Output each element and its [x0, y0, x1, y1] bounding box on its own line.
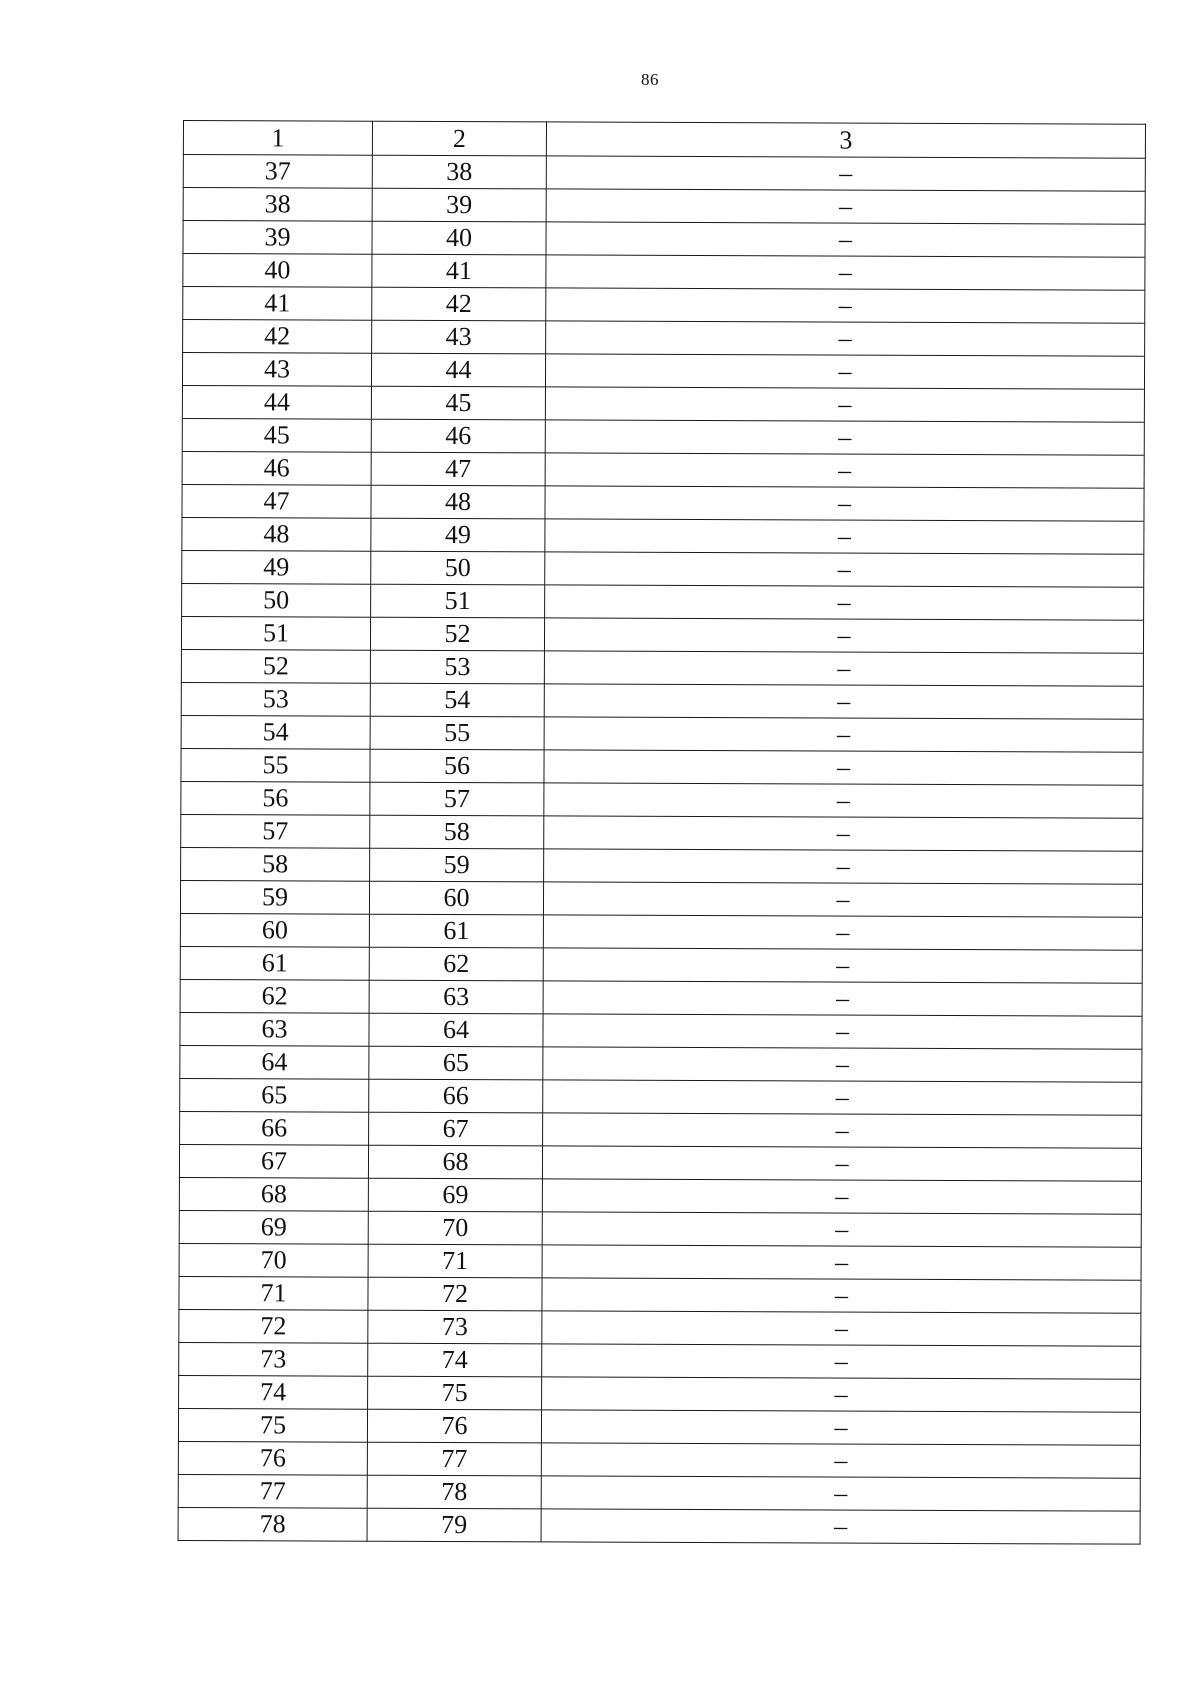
table-cell-col-1: 72 [179, 1309, 368, 1343]
table-cell-col-3: – [543, 1014, 1142, 1049]
table-cell-col-2: 72 [368, 1277, 542, 1311]
table-cell-col-1: 46 [182, 451, 371, 485]
table-cell-col-3: – [545, 453, 1144, 488]
table-cell-col-1: 43 [182, 353, 371, 387]
table-cell-col-3: – [545, 354, 1144, 389]
table-row [181, 748, 1143, 785]
table-cell-col-1: 38 [183, 188, 372, 222]
table-cell-col-2: 46 [371, 419, 545, 453]
table-cell-col-2: 48 [371, 485, 545, 519]
table-cell-col-3: – [545, 519, 1144, 554]
table-row [182, 385, 1144, 422]
table-cell-col-1: 41 [183, 287, 372, 321]
table-cell-col-1: 64 [180, 1045, 369, 1079]
table-row [182, 418, 1144, 455]
table-cell-col-1: 75 [178, 1408, 367, 1442]
table-cell-col-2: 66 [369, 1079, 543, 1113]
table-cell-col-1: 53 [181, 682, 370, 716]
table-cell-col-3: – [546, 189, 1145, 224]
table-header-row [183, 121, 1145, 159]
table-cell-col-2: 56 [370, 749, 544, 783]
table-row [182, 484, 1144, 521]
table-cell-col-1: 61 [180, 946, 369, 980]
table-row [183, 155, 1145, 192]
table-cell-col-3: – [543, 1080, 1142, 1115]
table-cell-col-3: – [546, 222, 1145, 257]
table-cell-col-2: 75 [368, 1376, 542, 1410]
table-cell-col-2: 54 [370, 683, 544, 717]
header-cell-col-1: 1 [183, 121, 372, 156]
table-cell-col-3: – [544, 849, 1143, 884]
table-cell-col-1: 63 [180, 1012, 369, 1046]
table-cell-col-2: 57 [370, 782, 544, 816]
table-cell-col-2: 70 [368, 1211, 542, 1245]
table-cell-col-2: 55 [370, 716, 544, 750]
table-row [180, 1045, 1142, 1082]
table-cell-col-3: – [546, 288, 1145, 323]
table-row [178, 1507, 1140, 1544]
table-cell-col-1: 65 [180, 1078, 369, 1112]
table-cell-col-2: 77 [367, 1442, 541, 1476]
table-row [182, 583, 1144, 620]
table-cell-col-3: – [545, 387, 1144, 422]
table-cell-col-2: 76 [367, 1409, 541, 1443]
table-row [180, 979, 1142, 1016]
table-row [183, 320, 1145, 357]
table-cell-col-2: 51 [371, 584, 545, 618]
table-row [178, 1441, 1140, 1478]
table-row [182, 451, 1144, 488]
table-row [180, 946, 1142, 983]
table-row [183, 254, 1145, 291]
page-number: 86 [641, 70, 659, 89]
table-cell-col-2: 64 [369, 1013, 543, 1047]
table-cell-col-1: 78 [178, 1507, 367, 1541]
table-row [181, 649, 1143, 686]
table-cell-col-1: 49 [182, 550, 371, 584]
table-cell-col-1: 68 [179, 1177, 368, 1211]
table-cell-col-3: – [543, 1047, 1142, 1082]
table-cell-col-1: 51 [181, 616, 370, 650]
table-cell-col-2: 41 [372, 254, 546, 288]
table-cell-col-1: 44 [182, 385, 371, 419]
table-row [179, 1309, 1141, 1346]
table-cell-col-2: 53 [370, 650, 544, 684]
table-cell-col-3: – [546, 321, 1145, 356]
table-cell-col-3: – [542, 1245, 1141, 1280]
table-cell-col-1: 57 [181, 814, 370, 848]
data-table [178, 120, 1146, 1545]
table-cell-col-2: 65 [369, 1046, 543, 1080]
table-cell-col-3: – [542, 1311, 1141, 1346]
table-row [178, 1408, 1140, 1445]
table-cell-col-2: 40 [372, 221, 546, 255]
table-cell-col-3: – [543, 948, 1142, 983]
table-cell-col-1: 37 [183, 155, 372, 189]
table-cell-col-3: – [541, 1443, 1140, 1478]
table-cell-col-2: 38 [372, 155, 546, 189]
table-cell-col-1: 40 [183, 254, 372, 288]
table-cell-col-3: – [541, 1509, 1140, 1544]
table-cell-col-3: – [544, 750, 1143, 785]
table-cell-col-1: 55 [181, 748, 370, 782]
table-cell-col-1: 70 [179, 1243, 368, 1277]
table-cell-col-2: 42 [372, 287, 546, 321]
table-cell-col-2: 78 [367, 1475, 541, 1509]
table-row [181, 847, 1143, 884]
table-cell-col-2: 69 [368, 1178, 542, 1212]
table-row [179, 1342, 1141, 1379]
table-cell-col-1: 67 [179, 1144, 368, 1178]
table-cell-col-1: 73 [179, 1342, 368, 1376]
table-cell-col-3: – [544, 684, 1143, 719]
table-body [178, 121, 1145, 1545]
table-cell-col-3: – [543, 882, 1142, 917]
table-row [182, 353, 1144, 390]
table-cell-col-1: 62 [180, 979, 369, 1013]
table-cell-col-1: 45 [182, 418, 371, 452]
table-cell-col-1: 59 [180, 880, 369, 914]
table-cell-col-3: – [544, 717, 1143, 752]
table-cell-col-3: – [545, 552, 1144, 587]
table-cell-col-1: 54 [181, 715, 370, 749]
table-row [180, 1012, 1142, 1049]
table-cell-col-3: – [545, 585, 1144, 620]
table-cell-col-1: 77 [178, 1474, 367, 1508]
table-row [179, 1177, 1141, 1214]
table-cell-col-3: – [542, 1278, 1141, 1313]
table-cell-col-3: – [545, 420, 1144, 455]
table-cell-col-3: – [541, 1410, 1140, 1445]
table-cell-col-3: – [546, 156, 1145, 191]
table-cell-col-1: 39 [183, 221, 372, 255]
table-cell-col-1: 60 [180, 913, 369, 947]
table-row [179, 1243, 1141, 1280]
header-cell-col-2: 2 [372, 121, 546, 156]
table-cell-col-3: – [546, 255, 1145, 290]
table-cell-col-3: – [542, 1179, 1141, 1214]
table-cell-col-3: – [544, 651, 1143, 686]
table-cell-col-1: 50 [182, 583, 371, 617]
table-cell-col-3: – [543, 981, 1142, 1016]
table-row [179, 1210, 1141, 1247]
table-cell-col-1: 56 [181, 781, 370, 815]
table-row [181, 682, 1143, 719]
table-row [180, 1111, 1142, 1148]
table-cell-col-3: – [542, 1212, 1141, 1247]
table-cell-col-2: 44 [371, 353, 545, 387]
table-cell-col-2: 63 [369, 980, 543, 1014]
table-row [182, 517, 1144, 554]
table-cell-col-3: – [544, 816, 1143, 851]
table-cell-col-1: 71 [179, 1276, 368, 1310]
table-cell-col-3: – [542, 1344, 1141, 1379]
table-cell-col-2: 58 [370, 815, 544, 849]
table-cell-col-2: 59 [370, 848, 544, 882]
table-cell-col-2: 43 [372, 320, 546, 354]
table-cell-col-2: 73 [368, 1310, 542, 1344]
table-cell-col-3: – [545, 486, 1144, 521]
table-cell-col-2: 61 [369, 914, 543, 948]
table-row [180, 913, 1142, 950]
table-cell-col-3: – [543, 1113, 1142, 1148]
table-cell-col-2: 62 [369, 947, 543, 981]
table-row [183, 221, 1145, 258]
table-cell-col-3: – [543, 915, 1142, 950]
table-cell-col-2: 68 [368, 1145, 542, 1179]
table-cell-col-2: 45 [371, 386, 545, 420]
table-row [181, 814, 1143, 851]
table-cell-col-1: 52 [181, 649, 370, 683]
table-row [179, 1276, 1141, 1313]
table-cell-col-2: 67 [369, 1112, 543, 1146]
table-container [178, 120, 1145, 1545]
table-cell-col-3: – [544, 783, 1143, 818]
table-row [181, 781, 1143, 818]
table-cell-col-3: – [544, 618, 1143, 653]
table-cell-col-2: 71 [368, 1244, 542, 1278]
header-cell-col-3: 3 [546, 122, 1145, 158]
table-row [180, 880, 1142, 917]
table-cell-col-2: 47 [371, 452, 545, 486]
table-cell-col-1: 58 [181, 847, 370, 881]
table-cell-col-2: 79 [367, 1508, 541, 1542]
table-cell-col-2: 52 [370, 617, 544, 651]
table-cell-col-3: – [542, 1377, 1141, 1412]
table-cell-col-1: 47 [182, 484, 371, 518]
table-cell-col-3: – [542, 1146, 1141, 1181]
table-row [178, 1474, 1140, 1511]
table-cell-col-1: 42 [183, 320, 372, 354]
table-cell-col-1: 66 [180, 1111, 369, 1145]
table-row [181, 715, 1143, 752]
table-row [179, 1375, 1141, 1412]
table-row [179, 1144, 1141, 1181]
table-row [181, 616, 1143, 653]
table-row [183, 188, 1145, 225]
table-row [180, 1078, 1142, 1115]
table-cell-col-1: 74 [179, 1375, 368, 1409]
table-row [182, 550, 1144, 587]
table-cell-col-2: 74 [368, 1343, 542, 1377]
table-cell-col-2: 49 [371, 518, 545, 552]
table-row [183, 287, 1145, 324]
table-cell-col-1: 48 [182, 517, 371, 551]
table-cell-col-2: 50 [371, 551, 545, 585]
table-cell-col-3: – [541, 1476, 1140, 1511]
table-cell-col-2: 60 [369, 881, 543, 915]
table-cell-col-1: 76 [178, 1441, 367, 1475]
table-cell-col-1: 69 [179, 1210, 368, 1244]
table-cell-col-2: 39 [372, 188, 546, 222]
